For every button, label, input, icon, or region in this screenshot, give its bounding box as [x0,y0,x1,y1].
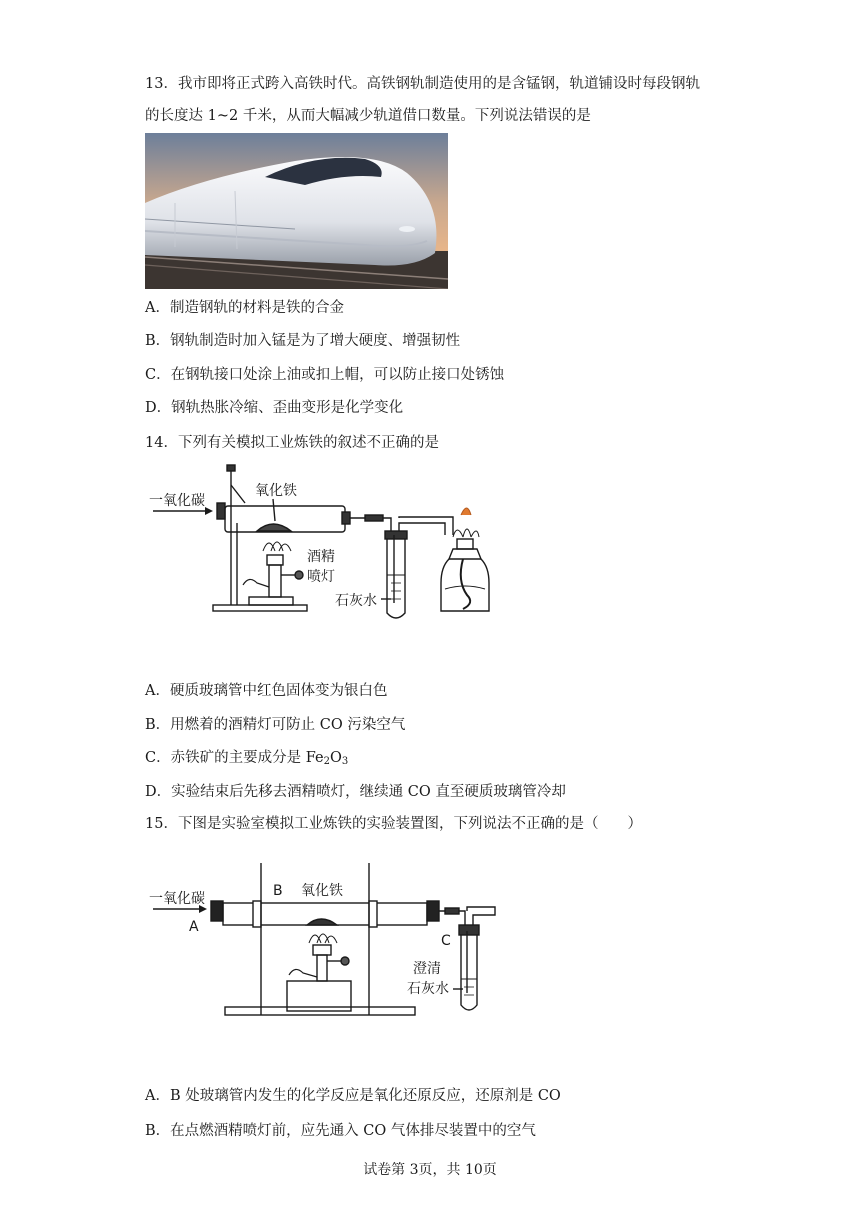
q15-label-a: A [189,919,199,935]
q14-label-co: 一氧化碳 [149,493,205,509]
q15-label-c: C [441,933,451,949]
page-footer: 试卷第 3页，共 10页 [363,1162,497,1178]
q13-stem-line2: 的长度达 1~2 千米，从而大幅减少轨道借口数量。下列说法错误的是 [145,108,591,124]
q14-option-a: A．硬质玻璃管中红色固体变为银白色 [145,683,388,699]
q14-label-fe2o3: 氧化铁 [255,483,297,499]
q15-label-b: B [273,883,283,899]
q14-option-c-sub1: 2 [323,756,330,767]
q14-apparatus-diagram [145,463,505,628]
q14-option-c-prefix: C．赤铁矿的主要成分是 Fe [145,750,324,766]
q15-option-b: B．在点燃酒精喷灯前，应先通入 CO 气体排尽装置中的空气 [145,1123,536,1139]
q15-label-clear1: 澄清 [413,961,441,977]
q14-option-c [145,748,348,768]
q14-option-b: B．用燃着的酒精灯可防止 CO 污染空气 [145,717,406,733]
q13-stem-line1: 13．我市即将正式跨入高铁时代。高铁钢轨制造使用的是含锰钢，轨道铺设时每段钢轨 [145,76,700,92]
q14-option-c-sub2: 3 [341,756,349,767]
q15-stem: 15．下图是实验室模拟工业炼铁的实验装置图，下列说法不正确的是（ ） [145,816,642,832]
q15-label-co: 一氧化碳 [149,891,205,907]
q14-option-c-mid: O [329,750,342,766]
q13-option-a: A．制造钢轨的材料是铁的合金 [145,300,344,316]
q15-option-a: A．B 处玻璃管内发生的化学反应是氧化还原反应，还原剂是 CO [145,1088,561,1104]
high-speed-train-photo [145,133,448,289]
q15-apparatus-diagram [145,855,505,1020]
q14-stem: 14．下列有关模拟工业炼铁的叙述不正确的是 [145,435,439,451]
q15-label-clear2: 石灰水 [407,981,449,997]
q13-option-c: C．在钢轨接口处涂上油或扣上帽，可以防止接口处锈蚀 [145,367,505,383]
q15-label-fe2o3: 氧化铁 [301,883,343,899]
q14-label-lamp2: 喷灯 [307,569,335,585]
q13-option-d: D．钢轨热胀冷缩、歪曲变形是化学变化 [145,400,404,416]
q14-option-d: D．实验结束后先移去酒精喷灯，继续通 CO 直至硬质玻璃管冷却 [145,784,566,800]
q14-label-limewater: 石灰水 [335,593,377,609]
q13-option-b: B．钢轨制造时加入锰是为了增大硬度、增强韧性 [145,333,461,349]
q14-label-lamp1: 酒精 [307,549,335,565]
